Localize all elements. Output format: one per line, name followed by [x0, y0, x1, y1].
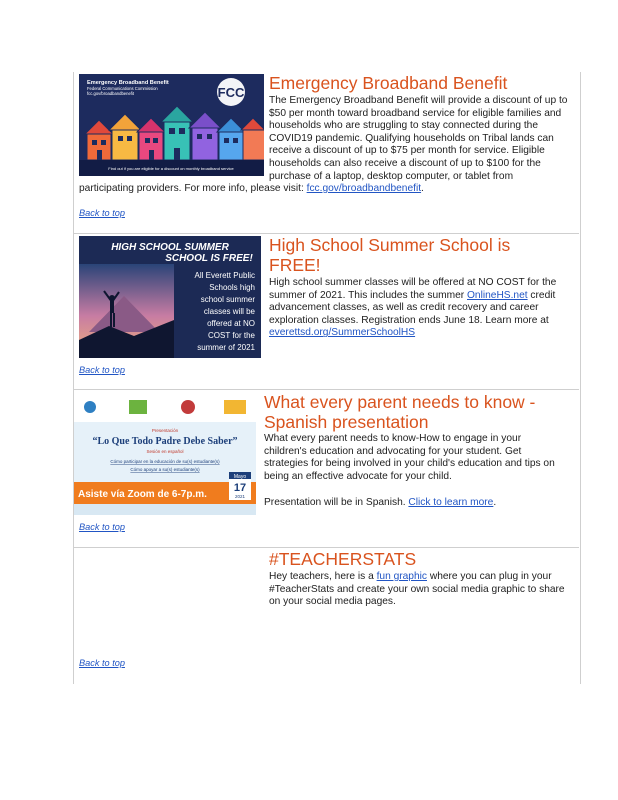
divider: [73, 233, 579, 234]
broadband-link[interactable]: fcc.gov/broadbandbenefit: [306, 183, 422, 195]
image-line: Cómo participar en la educación de su(s) estudiante(s): [110, 459, 220, 464]
calendar-year: 2021: [234, 494, 246, 499]
divider: [73, 547, 579, 548]
image-subheading: Federal Communications Commission: [87, 86, 158, 91]
article-title: What every parent needs to know - Spanish presentation: [264, 392, 536, 432]
article-text: credit advancement classes, as well as credit recovery and career exploration classes. Registration ends June 18. Learn more at: [269, 289, 556, 326]
image-heading: Emergency Broadband Benefit: [87, 80, 169, 86]
back-to-top-link[interactable]: Back to top: [79, 658, 125, 668]
spanish-presentation-image: [74, 392, 256, 515]
image-footer: Find out if you are eligible for a discount on monthly broadband service: [108, 166, 234, 171]
summer-school-link[interactable]: everettsd.org/SummerSchoolHS: [269, 327, 416, 339]
image-line: school summer: [200, 295, 255, 304]
article-title: High School Summer School is FREE!: [269, 235, 511, 275]
back-to-top-link[interactable]: Back to top: [79, 522, 125, 532]
article-title: Emergency Broadband Benefit: [269, 73, 508, 93]
image-line: Schools high: [209, 283, 255, 292]
image-headline: HIGH SCHOOL SUMMER: [111, 242, 229, 253]
back-to-top-link[interactable]: Back to top: [79, 208, 125, 218]
punctuation: .: [493, 497, 497, 508]
zoom-event-flyer: [74, 392, 256, 515]
onlinehs-link[interactable]: OnlineHS.net: [467, 289, 528, 301]
article-body: [269, 277, 569, 340]
fcc-logo: FCC: [217, 85, 245, 100]
image-line: All Everett Public: [194, 271, 255, 280]
fun-graphic-link[interactable]: fun graphic: [376, 571, 427, 582]
calendar-month: Mayo: [233, 474, 247, 480]
image-url: fcc.gov/broadbandbenefit: [87, 91, 135, 96]
article-text: Hey teachers, here is a: [269, 571, 377, 582]
learn-more-link[interactable]: Click to learn more: [408, 497, 494, 508]
image-line: COST for the: [208, 331, 255, 340]
back-to-top-link[interactable]: Back to top: [79, 365, 125, 375]
article-title: #TEACHERSTATS: [269, 549, 417, 569]
image-line: classes will be: [203, 307, 255, 316]
article-text: The Emergency Broadband Benefit will provide a discount of up to $50 per month toward broadband service for eligible families and households who are struggling to stay connected during the COVID19 pandemic. Qualifying households on Tribal lands can receive a discount of up to $75 per month for service. Eligible households can also receive a discount of up to $100 for the purchase of a laptop, desktop computer, or tablet from participating providers. For more info, please visit:: [79, 95, 568, 195]
article-body: What every parent needs to know-How to engage in your children's education and advocating for your student. Get strategies for being involved in your child's education and tips on being an effective advocate for your child.: [264, 433, 555, 482]
calendar-day: 17: [233, 482, 247, 494]
article-body: [79, 95, 568, 196]
article-text: Presentation will be in Spanish.: [264, 497, 409, 508]
image-cta: Asiste vía Zoom de 6-7p.m.: [78, 489, 207, 500]
teacherstats-image-placeholder: [79, 550, 261, 650]
punctuation: .: [421, 183, 424, 195]
article-body: [264, 497, 564, 510]
article-text: where you can plug in your #TeacherStats and create your own social media graphic to share on your social media pages.: [269, 571, 565, 608]
image-small-text: Presentación: [151, 428, 179, 433]
summer-school-image: [79, 236, 261, 358]
image-headline: SCHOOL IS FREE!: [165, 253, 253, 264]
image-line: Cómo apoyar a su(s) estudiante(s): [130, 467, 200, 472]
image-quote: “Lo Que Todo Padre Debe Saber”: [92, 436, 238, 447]
image-line: offered at NO: [207, 319, 255, 328]
image-line: summer of 2021: [197, 343, 255, 352]
divider: [73, 389, 579, 390]
article-body: [269, 571, 569, 609]
mountain-hiker-illustration: [79, 236, 261, 358]
image-subtext: Sesión en español: [146, 449, 184, 454]
article-text: High school summer classes will be offered at NO COST for the summer of 2021. This includes the summer: [269, 277, 557, 301]
